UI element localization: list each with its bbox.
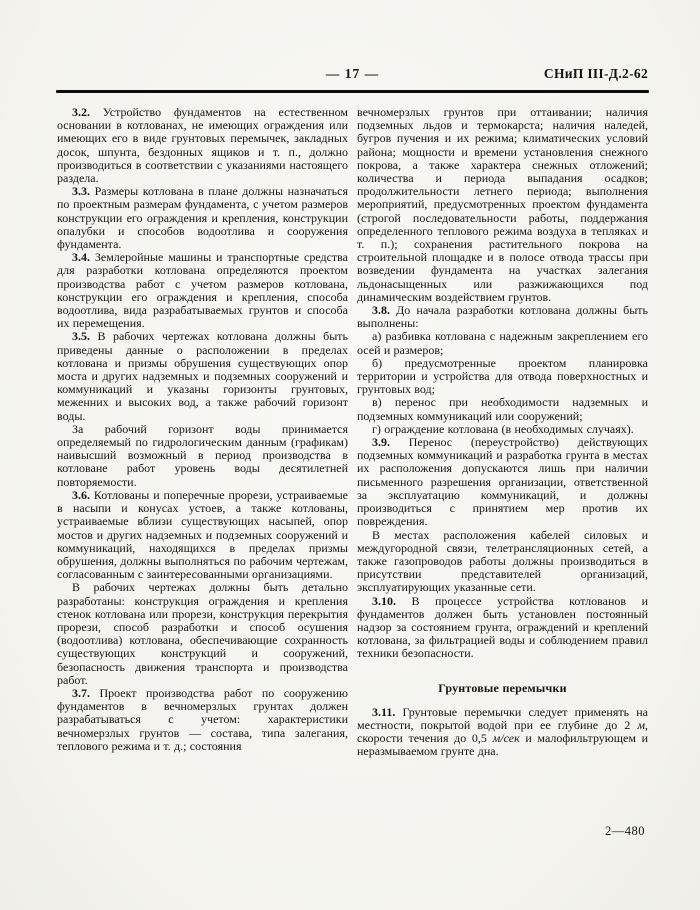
paragraph: в) перенос при необходимости надземных и подземных коммуникаций или сооружений;	[357, 395, 648, 423]
page-number: — 17 —	[325, 66, 380, 81]
paragraph: В рабочих чертежах должны быть детально разработаны: конструкция ограждения и крепления стенок котлована или прорези, конструкция перекрытия прорези, способ разработки и способ осушения (водоотлива) котлована, обеспечивающие сохранность существующих конструкций и сооружений, безопасность движения транспорта и производства работ.	[57, 580, 348, 687]
doc-code: СНиП III-Д.2-62	[543, 66, 648, 81]
paragraph: а) разбивка котлована с надежным закреплением его осей и размеров;	[357, 329, 648, 357]
paragraph: 3.2. Устройство фундаментов на естественном основании в котлованах, не имеющих ограждения или имеющих его в виде грунтовых перемычек, закладных досок, шпунта, бездонных ящиков и т. п., должно производиться в соответствии с указаниями настоящего раздела.	[57, 105, 348, 186]
page-header	[57, 66, 648, 84]
paragraph: 3.4. Землеройные машины и транспортные средства для разработки котлована определяются проектом производства работ с учетом размеров котлована, конструкции его ограждения и крепления, способа водоотлива, вида разрабатываемых грунтов и способа их перемещения.	[57, 250, 348, 331]
paragraph: б) предусмотренные проектом планировка территории и устройства для отвода поверхностных и грунтовых вод;	[357, 355, 648, 397]
paragraph: 3.3. Размеры котлована в плане должны назначаться по проектным размерам фундамента, с учетом размеров конструкции его ограждения и крепления, конструкции опалубки и способов водоотлива и сооружения фундамента.	[57, 184, 348, 252]
paragraph: 3.7. Проект производства работ по сооружению фундаментов в вечномерзлых грунтах должен разрабатываться с учетом: характеристики вечномерзлых грунтов — состава, типа залегания, теплового режима и т. д.; состояния	[57, 685, 348, 753]
paragraph: За рабочий горизонт воды принимается определяемый по гидрологическим данным (графикам) наивысший возможный в период производства в котловане работ уровень воды десятилетней повторяемости.	[57, 421, 348, 489]
paragraph: вечномерзлых грунтов при оттаивании; наличия подземных льдов и термокарста; наличия наледей, бугров пучения и их режима; климатических условий района; мощности и времени установления снежного покрова, а также характера снежных отложений; количества и периода выпадания осадков; продолжительности летнего периода; выполнения мероприятий, предусмотренных проектом фундамента (строгой последовательности работы, поддержания определенного теплового режима воздуха в тепляках и т. п.); сохранения растительного покрова на строительной площадке и в полосе отвода трассы при возведении фундамента на участках залегания льдонасыщенных или разжижающихся под динамическим воздействием грунтов.	[357, 105, 648, 304]
header-rule	[56, 90, 649, 93]
section-heading: Грунтовые перемычки	[438, 680, 567, 695]
paragraph: 3.6. Котлованы и поперечные прорези, устраиваемые в насыпи и конусах устоев, а также котлованы, устраиваемые вблизи существующих насыпей, опор мостов и других надземных и подземных сооружений и коммуникаций, находящихся в пределах призмы обрушения, должны выполняться по рабочим чертежам, согласованным с заинтересованными организациями.	[57, 487, 348, 582]
paragraph: 3.10. В процессе устройства котлованов и фундаментов должен быть установлен постоянный надзор за состоянием грунта, ограждений и креплений котлована, за фильтрацией воды и соблюдением правил техники безопасности.	[357, 593, 648, 661]
left-column	[57, 106, 348, 759]
paragraph: г) ограждение котлована (в необходимых случаях).	[372, 421, 634, 436]
text-columns	[57, 106, 648, 759]
paragraph: 3.11. Грунтовые перемычки следует применять на местности, покрытой водой при ее глубине до 2 м, скорости течения до 0,5 м/сек и малофильтрующем и неразмываемом грунте дна.	[357, 704, 648, 759]
right-column	[357, 106, 648, 759]
footer-mark: 2—480	[605, 824, 645, 838]
paragraph: 3.8. До начала разработки котлована должны быть выполнены:	[357, 303, 648, 331]
paragraph: В местах расположения кабелей силовых и междугородной связи, телетрансляционных сетей, а также газопроводов работы должны производиться в присутствии представителей организаций, эксплуатирующих указанные сети.	[357, 527, 648, 595]
paragraph: 3.5. В рабочих чертежах котлована должны быть приведены данные о расположении в пределах котлована и призмы обрушения существующих опор моста и других надземных и подземных сооружений и коммуникаций и указаны горизонты грунтовых, меженних и высоких вод, а также рабочий горизонт воды.	[57, 329, 348, 423]
paragraph: 3.9. Перенос (переустройство) действующих подземных коммуникаций и разработка грунта в местах их расположения допускаются лишь при наличии письменного разрешения организации, ответственной за эксплуатацию коммуникаций, и должны производиться с принятием мер против их повреждения.	[357, 435, 648, 529]
